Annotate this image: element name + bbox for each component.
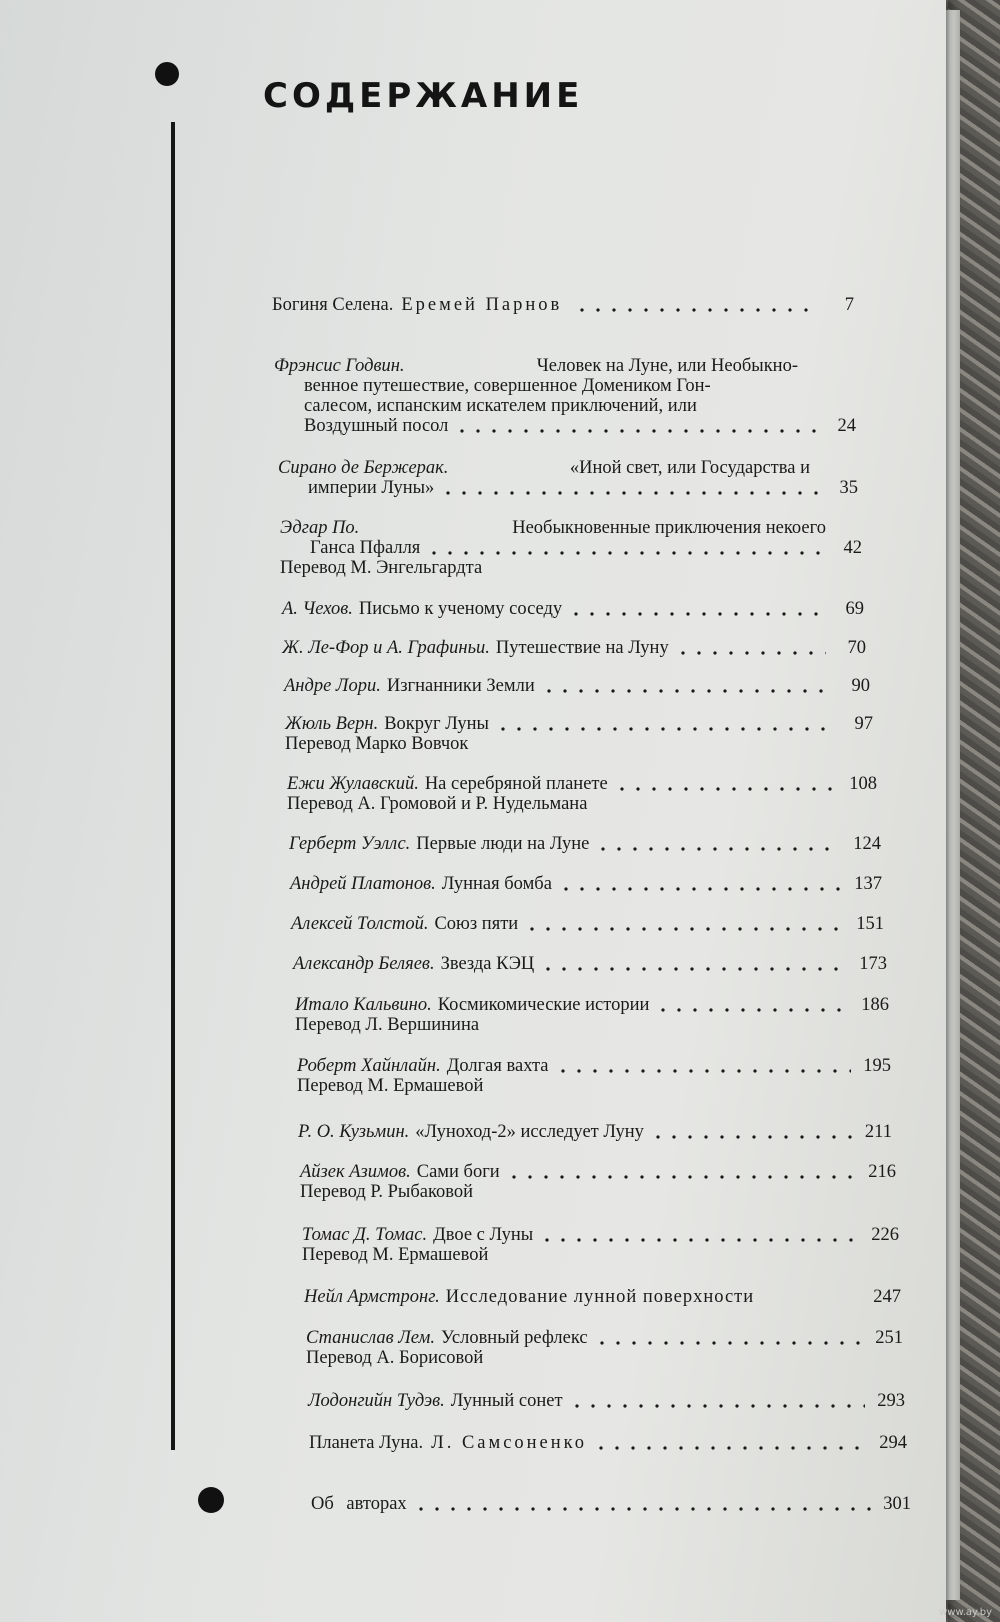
entry-work: Исследование лунной поверхности [445,1287,755,1307]
entry-work-line: Ганса Пфалля [310,538,421,558]
entry-translator: Перевод Р. Рыбаковой [300,1182,474,1202]
leader-dots [524,927,844,931]
toc-entry [290,874,882,894]
entry-work: Изгнанники Земли [386,676,535,696]
entry-author: Р. О. Кузьмин. [298,1122,410,1142]
entry-work: Сами боги [416,1162,500,1182]
entry-work: Лунный сонет [450,1391,563,1411]
toc-entry [285,714,873,754]
entry-page: 90 [851,676,870,696]
entry-translator: Перевод А. Борисовой [306,1348,484,1368]
toc-entry [295,995,889,1035]
entry-work-line: империи Луны» [308,478,435,498]
entry-work: Долгая вахта [446,1056,549,1076]
leader-dots [440,491,818,495]
leader-dots [541,689,830,693]
entry-page: 7 [844,295,854,315]
entry-page: 97 [854,714,873,734]
entry-work-line: Человек на Луне, или Необыкно- [536,356,798,376]
leader-dots [495,727,833,731]
watermark: www.ay.by [939,1607,992,1618]
entry-page: 124 [853,834,881,854]
leader-dots [574,308,814,312]
vertical-rule [171,122,175,1450]
toc-entry [282,638,866,658]
entry-author: Ж. Ле-Фор и А. Графиньи. [282,638,490,658]
toc-entry [282,599,864,619]
toc-entry [306,1328,903,1368]
leader-dots [454,429,816,433]
entry-work: Письмо к ученому соседу [358,599,563,619]
toc-entry [302,1225,899,1265]
toc-entry [297,1056,891,1096]
entry-author: Алексей Толстой. [291,914,429,934]
entry-translator: Перевод А. Громовой и Р. Нудельмана [287,794,588,814]
entry-work: Путешествие на Луну [495,638,669,658]
toc-entry [300,1162,896,1202]
leader-dots [614,787,837,791]
toc-entry [278,458,858,498]
entry-work-line: венное путешествие, совершенное Домеником Гон- [304,376,711,396]
entry-translator: Перевод М. Энгельгардта [280,558,483,578]
entry-author: Томас Д. Томас. [302,1225,428,1245]
leader-dots [540,967,847,971]
entry-translator: Перевод Л. Вершинина [295,1015,480,1035]
entry-work: Планета Луна. [309,1433,424,1453]
leader-dots [426,551,822,555]
entry-work: Первые люди на Луне [416,834,590,854]
leader-dots [595,847,841,851]
entry-page: 251 [875,1328,903,1348]
entry-work: «Луноход-2» исследует Луну [415,1122,644,1142]
entry-work-line: Воздушный посол [304,416,449,436]
entry-author: Эдгар По. [280,518,360,538]
entry-page: 195 [863,1056,891,1076]
entry-author: Нейл Армстронг. [304,1287,440,1307]
entry-page: 42 [843,538,862,558]
entry-author: Роберт Хайнлайн. [297,1056,441,1076]
entry-work: На серебряной планете [424,774,608,794]
toc-entry [274,356,856,436]
entry-author: Л. Самсоненко [431,1433,587,1453]
entry-translator: Перевод М. Ермашевой [297,1076,484,1096]
toc-entry [304,1287,901,1307]
entry-work-line: салесом, испанским искателем приключений, или [304,396,697,416]
entry-author: Лодонгийн Тудэв. [308,1391,445,1411]
binding-hole-bottom [198,1487,224,1513]
leader-dots [569,1404,865,1408]
entry-page: 137 [854,874,882,894]
entry-author: Андре Лори. [284,676,381,696]
entry-work: Звезда КЭЦ [440,954,535,974]
entry-author: Еремей Парнов [401,295,563,315]
entry-page: 24 [837,416,856,436]
entry-page: 226 [871,1225,899,1245]
entry-page: 216 [868,1162,896,1182]
leader-dots [675,651,826,655]
leader-dots [655,1008,849,1012]
entry-work: Богиня Селена. [272,295,394,315]
leader-dots [539,1238,859,1242]
entry-work: Союз пяти [434,914,519,934]
toc-entry [308,1391,905,1411]
entry-translator: Перевод Марко Вовчок [285,734,469,754]
toc-entry [309,1433,907,1453]
entry-page: 151 [856,914,884,934]
entry-translator: Перевод М. Ермашевой [302,1245,489,1265]
entry-author: Андрей Платонов. [290,874,436,894]
entry-work-line: «Иной свет, или Государства и [569,458,810,478]
entry-page: 301 [883,1494,911,1514]
toc-entry [311,1494,911,1514]
entry-author: А. Чехов. [282,599,353,619]
leader-dots [650,1135,852,1139]
toc-entry [272,295,854,315]
entry-author: Александр Беляев. [293,954,435,974]
leader-dots [555,1069,851,1073]
entry-author: Фрэнсис Годвин. [274,356,405,376]
leader-dots [594,1341,863,1345]
entry-work: Лунная бомба [441,874,552,894]
binding-hole-top [155,62,179,86]
toc-entry [287,774,877,814]
page-title: СОДЕРЖАНИЕ [263,76,584,116]
leader-dots [568,612,824,616]
entry-page: 211 [864,1122,892,1142]
entry-author: Герберт Уэллс. [289,834,411,854]
toc-entry [280,518,862,578]
leader-dots [593,1446,867,1450]
entry-page: 247 [873,1287,901,1307]
toc-entry [291,914,884,934]
entry-author: Айзек Азимов. [300,1162,411,1182]
entry-page: 173 [859,954,887,974]
entry-work: Условный рефлекс [441,1328,588,1348]
toc-entry [298,1122,892,1142]
entry-page: 35 [839,478,858,498]
entry-author: Ежи Жулавский. [287,774,419,794]
leader-dots [506,1175,856,1179]
toc-entry [289,834,881,854]
entry-author: Станислав Лем. [306,1328,435,1348]
toc-entry [293,954,887,974]
entry-work: Космикомические истории [437,995,650,1015]
toc-entry [284,676,870,696]
entry-page: 293 [877,1391,905,1411]
entry-page: 108 [849,774,877,794]
entry-author: Жюль Верн. [285,714,379,734]
entry-page: 69 [845,599,864,619]
entry-author: Сирано де Бержерак. [278,458,449,478]
entry-work: Вокруг Луны [384,714,489,734]
entry-work: Двое с Луны [433,1225,534,1245]
entry-page: 294 [879,1433,907,1453]
entry-work-line: Необыкновенные приключения некоего [512,518,826,538]
entry-author: Итало Кальвино. [295,995,432,1015]
entry-work: Об авторах [311,1494,407,1514]
leader-dots [558,887,842,891]
entry-page: 70 [847,638,866,658]
entry-page: 186 [861,995,889,1015]
leader-dots [413,1507,871,1511]
